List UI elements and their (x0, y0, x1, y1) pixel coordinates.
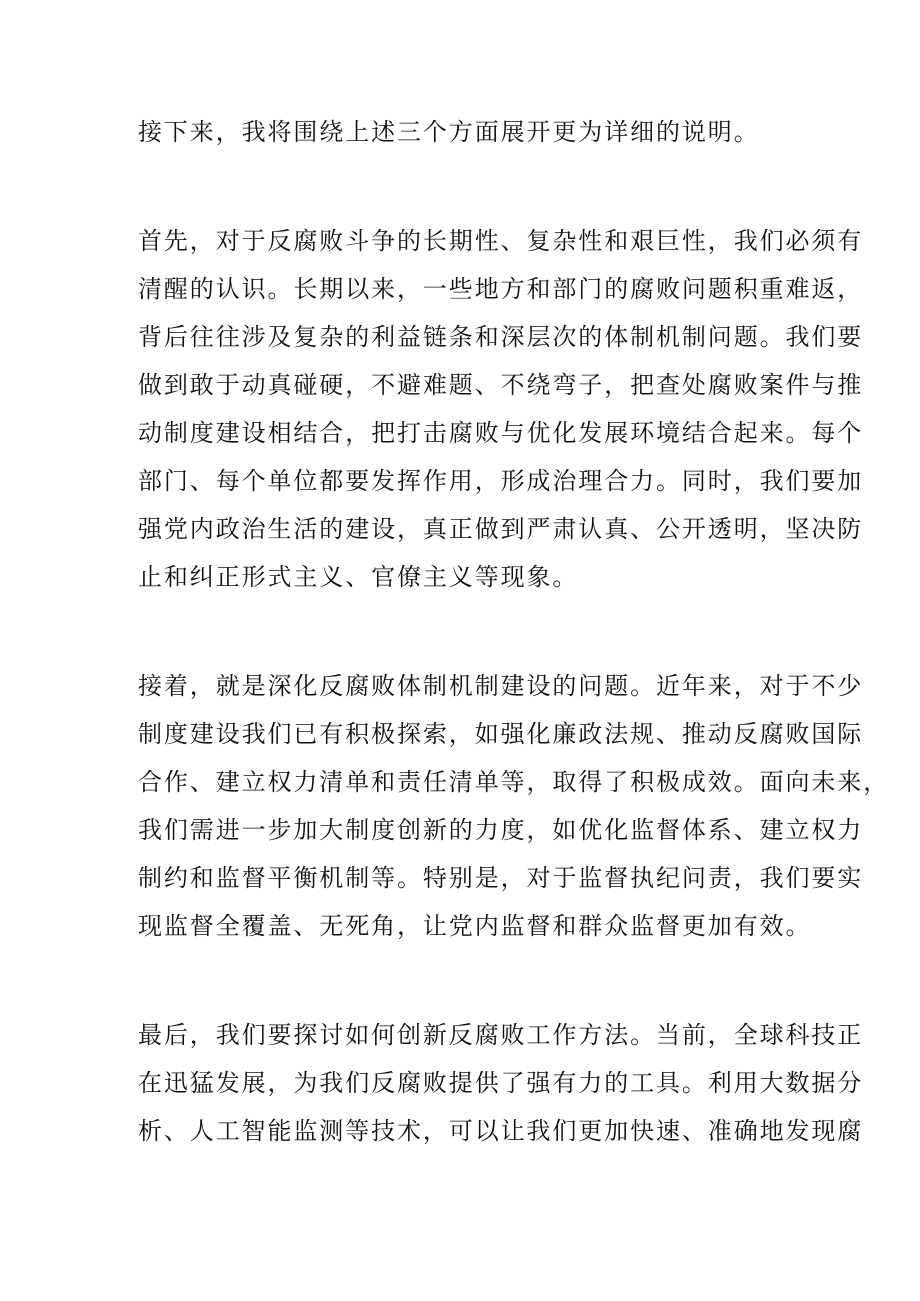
paragraph-2-line-5: 动制度建设相结合，把打击腐败与优化发展环境结合起来。每个 (138, 419, 864, 447)
paragraph-1-line-1: 接下来，我将围绕上述三个方面展开更为详细的说明。 (138, 118, 760, 146)
paragraph-2-line-3: 背后往往涉及复杂的利益链条和深层次的体制机制问题。我们要 (138, 323, 864, 351)
paragraph-4-line-2: 在迅猛发展，为我们反腐败提供了强有力的工具。利用大数据分 (138, 1069, 864, 1097)
paragraph-2-line-6: 部门、每个单位都要发挥作用，形成治理合力。同时，我们要加 (138, 467, 864, 495)
paragraph-2-line-4: 做到敢于动真碰硬，不避难题、不绕弯子，把查处腐败案件与推 (138, 371, 864, 399)
paragraph-4-line-1: 最后，我们要探讨如何创新反腐败工作方法。当前，全球科技正 (138, 1021, 864, 1049)
paragraph-2-line-2: 清醒的认识。长期以来，一些地方和部门的腐败问题积重难返， (138, 275, 864, 303)
paragraph-4-line-3: 析、人工智能监测等技术，可以让我们更加快速、准确地发现腐 (138, 1117, 864, 1145)
paragraph-3-line-3: 合作、建立权力清单和责任清单等，取得了积极成效。面向未来， (138, 768, 890, 796)
paragraph-3-line-4: 我们需进一步加大制度创新的力度，如优化监督体系、建立权力 (138, 816, 864, 844)
paragraph-3-line-6: 现监督全覆盖、无死角，让党内监督和群众监督更加有效。 (138, 912, 812, 940)
paragraph-2-line-8: 止和纠正形式主义、官僚主义等现象。 (138, 563, 579, 591)
paragraph-3-line-2: 制度建设我们已有积极探索，如强化廉政法规、推动反腐败国际 (138, 720, 864, 748)
paragraph-3-line-1: 接着，就是深化反腐败体制机制建设的问题。近年来，对于不少 (138, 672, 864, 700)
paragraph-2-line-1: 首先，对于反腐败斗争的长期性、复杂性和艰巨性，我们必须有 (138, 227, 864, 255)
paragraph-3-line-5: 制约和监督平衡机制等。特别是，对于监督执纪问责，我们要实 (138, 864, 864, 892)
paragraph-2-line-7: 强党内政治生活的建设，真正做到严肃认真、公开透明，坚决防 (138, 515, 864, 543)
